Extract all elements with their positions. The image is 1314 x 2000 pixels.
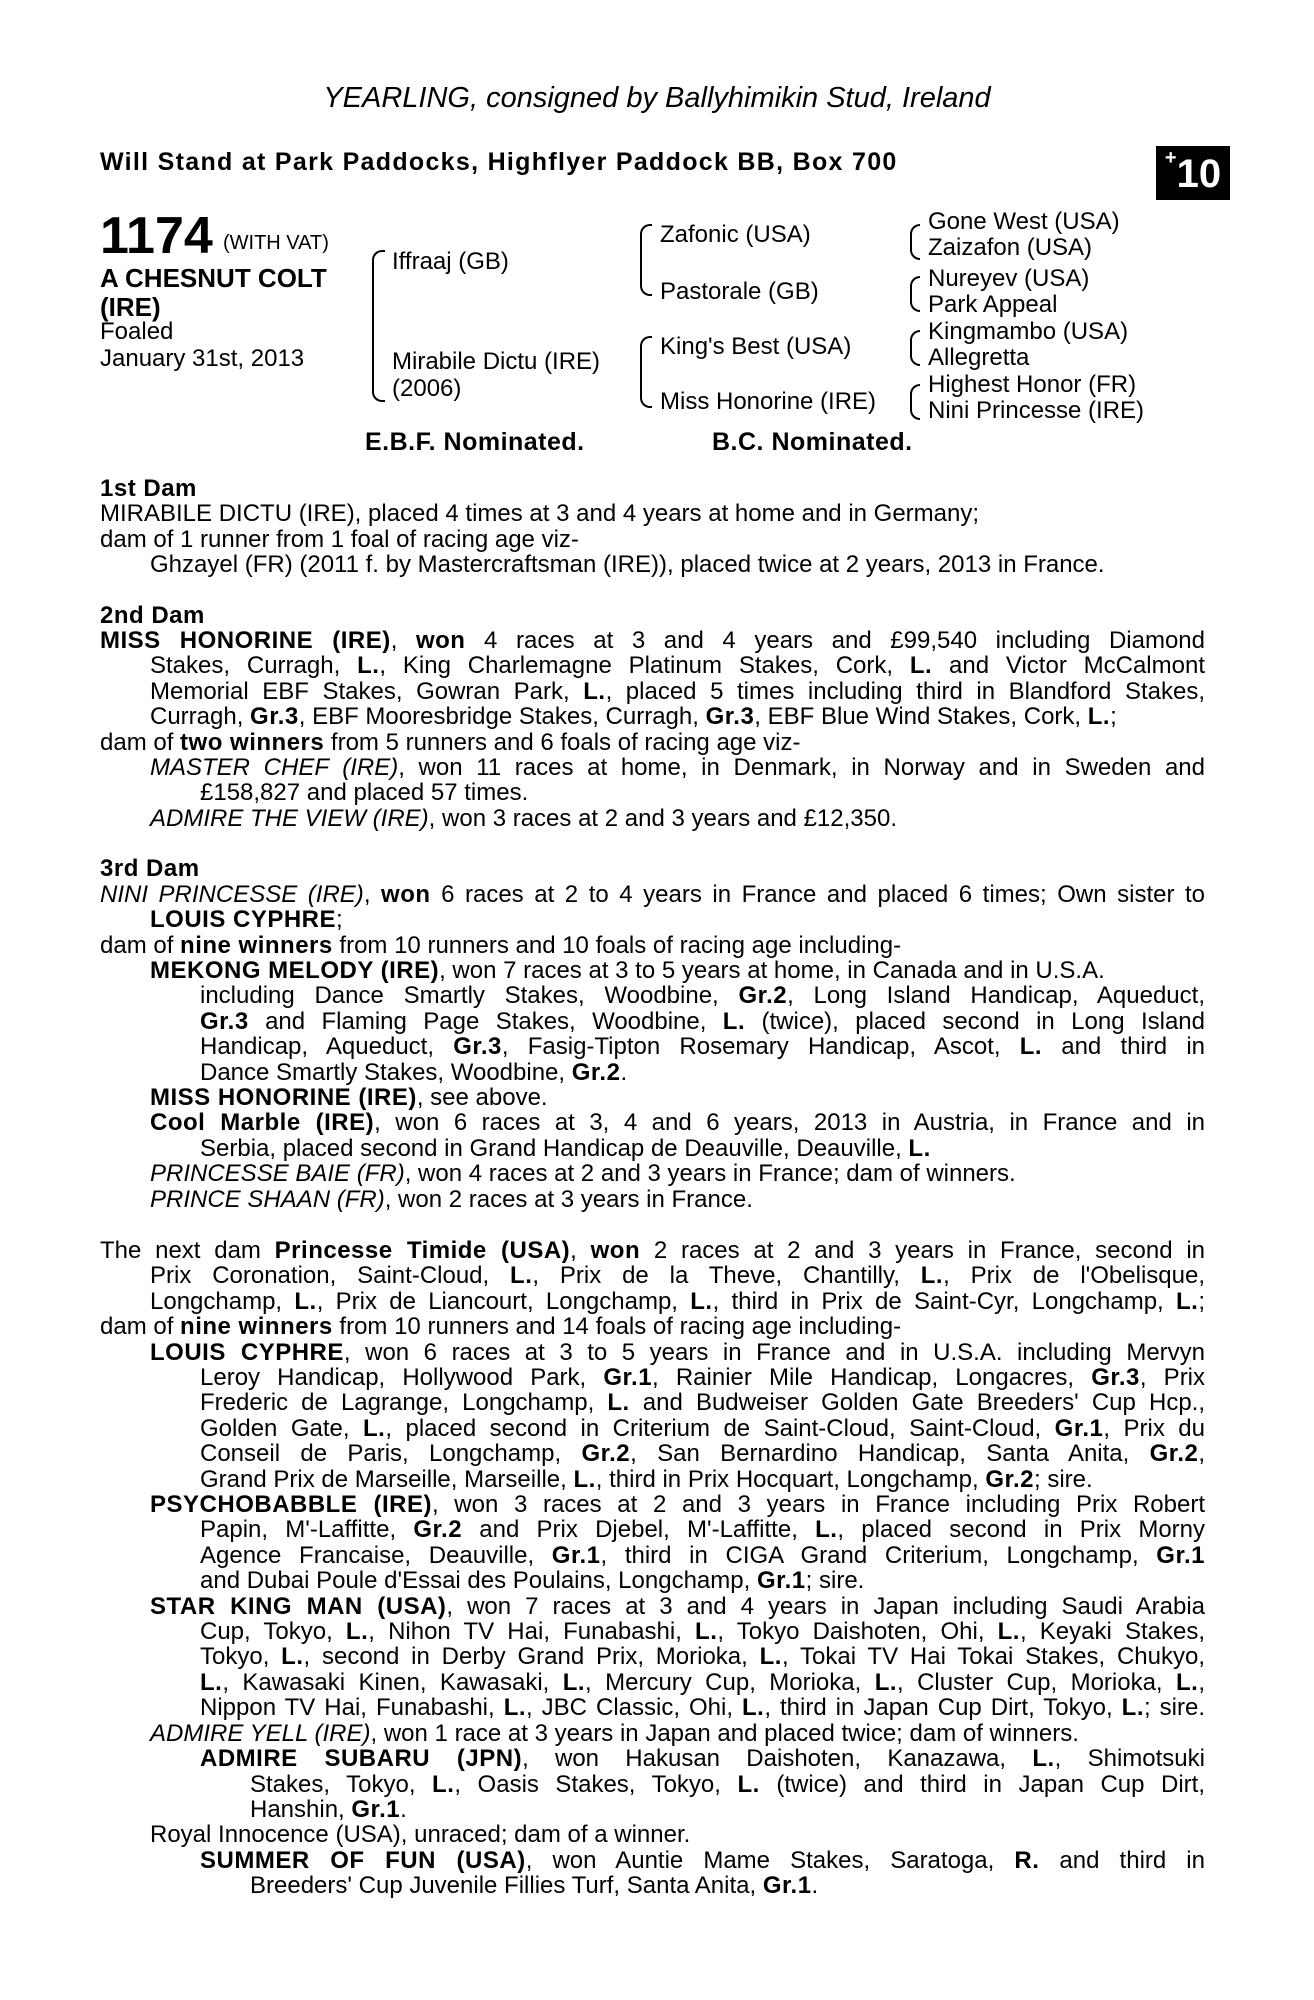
text: and Dubai Poule d'Essai des Poulains, Longchamp, xyxy=(200,1567,757,1595)
text: The next dam xyxy=(100,1236,275,1264)
text: , won 7 races at 3 to 5 years at home, in Canada and in U.S.A. xyxy=(439,956,1105,984)
text-bold: MISS HONORINE (IRE) xyxy=(100,627,391,655)
text: and third in xyxy=(1042,1033,1205,1061)
dam: Mirabile Dictu (IRE) xyxy=(392,348,601,375)
text-italic: NINI PRINCESSE (IRE) xyxy=(100,880,364,908)
text: from 5 runners and 6 foals of racing age viz- xyxy=(324,728,801,756)
text: ; xyxy=(1198,1287,1205,1315)
text-bold: Gr.3 xyxy=(200,1007,249,1035)
text: , second in Derby Grand Prix, Morioka, xyxy=(303,1643,760,1671)
text-bold: L. xyxy=(815,1516,838,1544)
text: , third in CIGA Grand Criterium, Longchamp, xyxy=(600,1541,1157,1569)
text-bold: L. xyxy=(294,1287,317,1315)
text: , EBF Mooresbridge Stakes, Curragh, xyxy=(298,703,706,731)
text: , JBC Classic, Ohi, xyxy=(526,1694,743,1722)
next-dam-line xyxy=(100,1314,1205,1339)
text: , Tokyo Daishoten, Ohi, xyxy=(717,1618,998,1646)
consignment-line: YEARLING, consigned by Ballyhimikin Stud, Ireland xyxy=(323,82,991,114)
text: . xyxy=(620,1058,628,1086)
gd-2: Zaizafon (USA) xyxy=(928,234,1093,261)
text-bold: L. xyxy=(1087,703,1111,731)
text-bold: Gr.1 xyxy=(1156,1541,1205,1569)
text-bold: L. xyxy=(1121,1694,1144,1722)
badge-plus: + xyxy=(1164,147,1177,169)
bc-nominated: B.C. Nominated. xyxy=(712,428,913,456)
text-bold: L. xyxy=(503,1694,527,1722)
text: , third in Prix de Saint-Cyr, Longchamp, xyxy=(712,1287,1176,1315)
text: , won 7 races at 3 and 4 years in Japan including Saudi Arabia xyxy=(446,1592,1205,1620)
text: Longchamp, xyxy=(150,1287,295,1315)
text: , won Auntie Mame Stakes, Saratoga, xyxy=(525,1846,1015,1874)
text: 2 races at 2 and 3 years in France, second in xyxy=(640,1236,1205,1264)
badge-number: 10 xyxy=(1176,152,1222,196)
next-dam-line xyxy=(100,1772,1205,1797)
text-bold: L. xyxy=(997,1618,1020,1646)
text-bold: two winners xyxy=(180,728,325,756)
dam-sire: King's Best (USA) xyxy=(660,333,852,360)
text-bold: L. xyxy=(510,1262,533,1290)
text: Golden Gate, xyxy=(200,1414,364,1442)
brace-dam xyxy=(640,336,652,408)
text-bold: PSYCHOBABBLE (IRE) xyxy=(150,1491,432,1519)
brace-g1 xyxy=(910,224,920,260)
text: , xyxy=(1198,1440,1206,1468)
text: Conseil de Paris, Longchamp, xyxy=(200,1440,582,1468)
text: , see above. xyxy=(416,1083,548,1111)
text-bold: LOUIS CYPHRE xyxy=(150,906,337,934)
text: 6 races at 2 to 4 years in France and placed 6 times; Own sister to xyxy=(430,880,1206,908)
text-bold: L. xyxy=(908,1134,931,1162)
third-dam-line xyxy=(100,907,1205,932)
sire: Iffraaj (GB) xyxy=(392,248,509,275)
text: and Prix Djebel, M'-Laffitte, xyxy=(462,1516,816,1544)
text: , Shimotsuki xyxy=(1054,1745,1205,1773)
text: Hanshin, xyxy=(250,1795,352,1823)
text: , won 11 races at home, in Denmark, in Norway and in Sweden and xyxy=(398,754,1206,782)
text-bold: L. xyxy=(345,1618,369,1646)
text-bold: Cool Marble (IRE) xyxy=(150,1109,375,1137)
next-dam-line xyxy=(100,1619,1205,1644)
text-bold: won xyxy=(381,880,431,908)
next-dam-line xyxy=(100,1543,1205,1568)
text-bold: R. xyxy=(1014,1846,1040,1874)
third-dam-line xyxy=(100,983,1205,1008)
text-bold: L. xyxy=(1176,1668,1199,1696)
third-dam-line xyxy=(100,1009,1205,1034)
text: Agence Francaise, Deauville, xyxy=(200,1541,552,1569)
next-dam-line xyxy=(100,1340,1205,1365)
foaled-date: January 31st, 2013 xyxy=(100,345,305,372)
text-bold: STAR KING MAN (USA) xyxy=(150,1592,447,1620)
vat-label: (WITH VAT) xyxy=(223,232,329,254)
next-dam-line xyxy=(100,1441,1205,1466)
text: ; sire. xyxy=(805,1567,865,1595)
text: Grand Prix de Marseille, Marseille, xyxy=(200,1465,574,1493)
text-bold: Gr.2 xyxy=(571,1058,621,1086)
text: Stakes, Tokyo, xyxy=(250,1770,433,1798)
text: Nippon TV Hai, Funabashi, xyxy=(200,1694,504,1722)
text: Tokyo, xyxy=(200,1643,282,1671)
brace-g4 xyxy=(910,384,920,420)
brace-main xyxy=(372,250,385,402)
text: and Flaming Page Stakes, Woodbine, xyxy=(248,1007,723,1035)
text: , Prix de la Theve, Chantilly, xyxy=(532,1262,921,1290)
text-bold: MISS HONORINE (IRE) xyxy=(150,1083,417,1111)
text: , Oasis Stakes, Tokyo, xyxy=(454,1770,738,1798)
second-dam-line xyxy=(100,628,1205,653)
text: ; sire. xyxy=(1034,1465,1093,1493)
text: , xyxy=(1198,1668,1205,1696)
text: , xyxy=(390,627,416,655)
text: , placed second in Criterium de Saint-Cloud, Saint-Cloud, xyxy=(385,1414,1055,1442)
next-dam-line xyxy=(100,1517,1205,1542)
text-bold: L. xyxy=(357,652,380,680)
text: 4 races at 3 and 4 years and £99,540 including Diamond xyxy=(465,627,1205,655)
text-bold: L. xyxy=(1176,1287,1199,1315)
sire-sire: Zafonic (USA) xyxy=(660,221,811,248)
text-bold: L. xyxy=(759,1643,782,1671)
text: Serbia, placed second in Grand Handicap de Deauville, Deauville, xyxy=(200,1134,909,1162)
next-dam-line xyxy=(100,1746,1205,1771)
text: , Prix de l'Obelisque, xyxy=(943,1262,1205,1290)
text: Papin, M'-Laffitte, xyxy=(200,1516,414,1544)
text: Dance Smartly Stakes, Woodbine, xyxy=(200,1058,572,1086)
next-dam-line xyxy=(100,1797,1205,1822)
text-bold: L. xyxy=(909,652,933,680)
first-dam-heading: 1st Dam xyxy=(100,475,197,502)
dam-year: (2006) xyxy=(392,375,462,402)
text-bold: SUMMER OF FUN (USA) xyxy=(200,1846,526,1874)
text: , xyxy=(570,1236,591,1264)
text: ; xyxy=(336,906,343,934)
text: , Mercury Cup, Morioka, xyxy=(585,1668,875,1696)
text-bold: L. xyxy=(583,677,606,705)
text-bold: Gr.3 xyxy=(705,703,755,731)
next-dam-line xyxy=(100,1873,1205,1898)
text-bold: L. xyxy=(742,1694,765,1722)
text: , won 2 races at 3 years in France. xyxy=(384,1185,753,1213)
second-dam-line xyxy=(100,704,1205,729)
foaled-block xyxy=(100,318,304,372)
text: , Cluster Cup, Morioka, xyxy=(897,1668,1176,1696)
spacer xyxy=(100,831,1205,856)
dam-notes xyxy=(100,476,1205,1899)
text-bold: L. xyxy=(695,1618,718,1646)
third-dam-line xyxy=(100,1136,1205,1161)
location-line: Will Stand at Park Paddocks, Highflyer Paddock BB, Box 700 xyxy=(100,148,898,176)
text: Prix Coronation, Saint-Cloud, xyxy=(150,1262,511,1290)
text-bold: ADMIRE SUBARU (JPN) xyxy=(200,1745,523,1773)
third-dam-line xyxy=(100,1161,1205,1186)
text: Breeders' Cup Juvenile Fillies Turf, Santa Anita, xyxy=(250,1872,763,1900)
text: , Tokai TV Hai Tokai Stakes, Chukyo, xyxy=(781,1643,1205,1671)
third-dam-line xyxy=(100,1085,1205,1110)
third-dam-line xyxy=(100,933,1205,958)
text-bold: Gr.2 xyxy=(985,1465,1035,1493)
gd-6: Allegretta xyxy=(928,344,1030,371)
text: , Long Island Handicap, Aqueduct, xyxy=(787,982,1205,1010)
lot-badge xyxy=(1156,146,1230,200)
second-dam-line xyxy=(100,730,1205,755)
next-dam-line xyxy=(100,1644,1205,1669)
text: ; xyxy=(1110,703,1117,731)
text: (twice) and third in Japan Cup Dirt, xyxy=(759,1770,1205,1798)
text-bold: L. xyxy=(281,1643,304,1671)
text-italic: PRINCE SHAAN (FR) xyxy=(150,1185,385,1213)
text: Leroy Handicap, Hollywood Park, xyxy=(200,1364,604,1391)
text: , won 6 races at 3, 4 and 6 years, 2013 in Austria, in France and in xyxy=(374,1109,1206,1137)
second-dam-line xyxy=(100,679,1205,704)
text-bold: Gr.1 xyxy=(756,1567,806,1595)
text: , EBF Blue Wind Stakes, Cork, xyxy=(754,703,1088,731)
text: , won 3 races at 2 and 3 years in France including Prix Robert xyxy=(432,1491,1205,1519)
next-dam-line xyxy=(100,1670,1205,1695)
text: , placed 5 times including third in Blandford Stakes, xyxy=(605,677,1205,705)
text: dam of xyxy=(100,728,181,756)
gd-8: Nini Princesse (IRE) xyxy=(928,397,1145,424)
text: , won 4 races at 2 and 3 years in France; dam of winners. xyxy=(404,1160,1016,1188)
sire-dam: Pastorale (GB) xyxy=(660,278,819,305)
brace-g2 xyxy=(910,276,920,312)
text-italic: PRINCESSE BAIE (FR) xyxy=(150,1160,405,1188)
text: , won Hakusan Daishoten, Kanazawa, xyxy=(522,1745,1033,1773)
second-dam-line xyxy=(100,806,1205,831)
text: and Budweiser Golden Gate Breeders' Cup Hcp., xyxy=(629,1389,1206,1417)
text: , won 6 races at 3 to 5 years in France and in U.S.A. including Mervyn xyxy=(343,1338,1205,1366)
gd-7: Highest Honor (FR) xyxy=(928,371,1137,398)
first-dam-line: MIRABILE DICTU (IRE), placed 4 times at 3 and 4 years at home and in Germany; xyxy=(100,500,980,528)
next-dam-line xyxy=(100,1263,1205,1288)
next-dam-line xyxy=(100,1695,1205,1720)
text-bold: Gr.2 xyxy=(738,982,788,1010)
next-dam-line: Royal Innocence (USA), unraced; dam of a winner. xyxy=(150,1821,691,1849)
text-bold: nine winners xyxy=(180,1313,333,1341)
lot-title-line2: (IRE) xyxy=(100,292,161,322)
text: , xyxy=(363,880,382,908)
text-bold: Gr.3 xyxy=(1091,1364,1140,1391)
first-dam-line: Ghzayel (FR) (2011 f. by Mastercraftsman (IRE)), placed twice at 2 years, 2013 in France. xyxy=(150,551,1105,579)
text-bold: L. xyxy=(607,1389,630,1417)
gd-3: Nureyev (USA) xyxy=(928,265,1090,292)
third-dam-line xyxy=(100,882,1205,907)
text-bold: won xyxy=(590,1236,641,1264)
text: , Rainier Mile Handicap, Longacres, xyxy=(652,1364,1092,1391)
next-dam-line xyxy=(100,1848,1205,1873)
text-bold: won xyxy=(415,627,466,655)
next-dam-line xyxy=(100,1390,1205,1415)
text-bold: Princesse Timide (USA) xyxy=(274,1236,571,1264)
text-italic: ADMIRE THE VIEW (IRE) xyxy=(150,804,429,832)
next-dam-line xyxy=(100,1568,1205,1593)
next-dam-line xyxy=(100,1238,1205,1263)
text: dam of xyxy=(100,931,181,959)
next-dam-line xyxy=(100,1416,1205,1441)
text-bold: Gr.1 xyxy=(603,1364,653,1391)
text-bold: Gr.1 xyxy=(762,1872,812,1900)
lot-number: 1174 xyxy=(100,207,213,265)
text: , won 3 races at 2 and 3 years and £12,350. xyxy=(428,804,897,832)
second-dam-line xyxy=(100,653,1205,678)
text-bold: L. xyxy=(562,1668,586,1696)
text-bold: L. xyxy=(690,1287,713,1315)
text-bold: L. xyxy=(1032,1745,1055,1773)
text: , King Charlemagne Platinum Stakes, Cork, xyxy=(379,652,910,680)
third-dam-line xyxy=(100,1060,1205,1085)
foaled-label: Foaled xyxy=(100,318,174,345)
next-dam-line xyxy=(100,1365,1205,1390)
next-dam-line xyxy=(100,1594,1205,1619)
second-dam-line xyxy=(100,755,1205,780)
text: . xyxy=(811,1872,819,1900)
text-bold: Gr.2 xyxy=(581,1440,631,1468)
text: from 10 runners and 14 foals of racing age including- xyxy=(332,1313,902,1341)
text-bold: L. xyxy=(722,1007,746,1035)
text-bold: Gr.3 xyxy=(250,703,299,731)
text: , Prix de Liancourt, Longchamp, xyxy=(316,1287,691,1315)
text: , won 1 race at 3 years in Japan and placed twice; dam of winners. xyxy=(370,1719,1079,1747)
text-bold: L. xyxy=(363,1414,386,1442)
next-dam-line xyxy=(100,1467,1205,1492)
text: , Kawasaki Kinen, Kawasaki, xyxy=(222,1668,563,1696)
first-dam-line: dam of 1 runner from 1 foal of racing age viz- xyxy=(100,525,579,553)
text: , Fasig-Tipton Rosemary Handicap, Ascot, xyxy=(501,1033,1020,1061)
spacer xyxy=(100,578,1205,603)
text: . xyxy=(400,1795,407,1823)
gd-4: Park Appeal xyxy=(928,291,1058,318)
text: (twice), placed second in Long Island xyxy=(745,1007,1205,1035)
third-dam-line xyxy=(100,1187,1205,1212)
third-dam-line xyxy=(100,1034,1205,1059)
brace-sire xyxy=(640,224,652,296)
text: Stakes, Curragh, xyxy=(150,652,358,680)
text: Memorial EBF Stakes, Gowran Park, xyxy=(150,677,584,705)
text: Cup, Tokyo, xyxy=(200,1618,346,1646)
text: , third in Prix Hocquart, Longchamp, xyxy=(595,1465,986,1493)
text-bold: L. xyxy=(1019,1033,1043,1061)
text: Curragh, xyxy=(150,703,251,731)
text-bold: L. xyxy=(573,1465,596,1493)
text: and Victor McCalmont xyxy=(932,652,1205,680)
text: , Prix du xyxy=(1103,1414,1205,1442)
third-dam-line xyxy=(100,958,1205,983)
text-bold: Gr.2 xyxy=(413,1516,463,1544)
second-dam-heading: 2nd Dam xyxy=(100,601,205,629)
third-dam-heading: 3rd Dam xyxy=(100,855,200,883)
text: , Nihon TV Hai, Funabashi, xyxy=(368,1618,696,1646)
text: , San Bernardino Handicap, Santa Anita, xyxy=(630,1440,1150,1468)
text: ; sire. xyxy=(1143,1694,1205,1722)
ebf-nominated: E.B.F. Nominated. xyxy=(365,428,585,456)
text-bold: L. xyxy=(432,1770,455,1798)
text: Frederic de Lagrange, Longchamp, xyxy=(200,1389,608,1417)
gd-5: Kingmambo (USA) xyxy=(928,318,1129,345)
dam-dam: Miss Honorine (IRE) xyxy=(660,388,877,415)
text-italic: MASTER CHEF (IRE) xyxy=(150,754,399,782)
text-bold: nine winners xyxy=(180,931,333,959)
text: dam of xyxy=(100,1313,181,1341)
gd-1: Gone West (USA) xyxy=(928,208,1120,235)
text-bold: Gr.2 xyxy=(1149,1440,1199,1468)
text: including Dance Smartly Stakes, Woodbine, xyxy=(200,982,739,1010)
text-bold: L. xyxy=(874,1668,898,1696)
text-bold: L. xyxy=(200,1668,223,1696)
next-dam-line xyxy=(100,1492,1205,1517)
text-bold: LOUIS CYPHRE xyxy=(150,1338,344,1366)
text: from 10 runners and 10 foals of racing age including- xyxy=(332,931,902,959)
next-dam-line xyxy=(100,1721,1205,1746)
third-dam-line xyxy=(100,1110,1205,1135)
brace-g3 xyxy=(910,330,920,366)
second-dam-line: £158,827 and placed 57 times. xyxy=(200,779,529,807)
text-bold: Gr.1 xyxy=(1054,1414,1104,1442)
text-bold: L. xyxy=(920,1262,944,1290)
text-bold: Gr.1 xyxy=(551,1541,601,1569)
text: , placed second in Prix Morny xyxy=(837,1516,1206,1544)
lot-title xyxy=(100,264,327,322)
text-bold: MEKONG MELODY (IRE) xyxy=(150,956,440,984)
text-italic: ADMIRE YELL (IRE) xyxy=(150,1719,371,1747)
text-bold: Gr.3 xyxy=(453,1033,502,1061)
text: , Keyaki Stakes, xyxy=(1019,1618,1206,1646)
text: and third in xyxy=(1039,1846,1205,1874)
text: Handicap, Aqueduct, xyxy=(200,1033,454,1061)
text: , third in Japan Cup Dirt, Tokyo, xyxy=(764,1694,1122,1722)
text-bold: L. xyxy=(737,1770,760,1798)
text-bold: Gr.1 xyxy=(351,1795,401,1823)
lot-title-line1: A CHESNUT COLT xyxy=(100,263,327,293)
next-dam-line xyxy=(100,1289,1205,1314)
spacer xyxy=(100,1212,1205,1237)
text: , Prix xyxy=(1139,1364,1206,1391)
